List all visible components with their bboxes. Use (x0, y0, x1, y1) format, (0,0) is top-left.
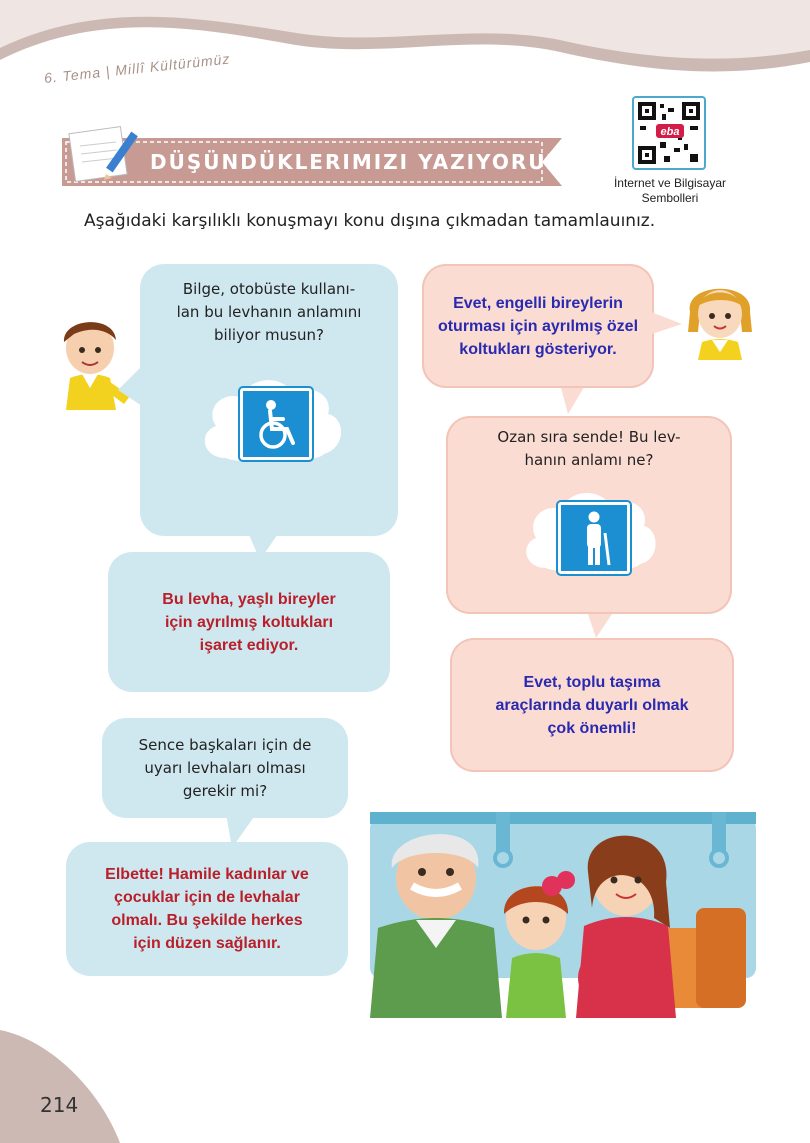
bottom-corner-decoration (0, 1030, 130, 1143)
speech-bubble-ozan-answer (108, 552, 390, 692)
bubble-text: Evet, engelli bireylerin oturması için ayrılmış özel koltukları gösteriyor. (437, 294, 639, 358)
bubble-text: Ozan sıra sende! Bu lev- hanın anlamı ne? (497, 428, 681, 469)
girl-character-illustration (682, 276, 758, 360)
bus-scene-illustration (356, 808, 756, 1018)
speech-bubble-bilge-reply (450, 638, 734, 772)
qr-caption: İnternet ve Bilgisayar Sembolleri (613, 176, 727, 205)
bubble-text: Bu levha, yaşlı bireyler için ayrılmış koltukları işaret ediyor. (162, 590, 336, 654)
elderly-person-sign-icon (558, 502, 630, 574)
speech-bubble-bilge-answer (422, 264, 654, 388)
section-title: DÜŞÜNDÜKLERIMIZI YAZIYORUZ (150, 150, 563, 174)
qr-code[interactable] (632, 96, 706, 170)
bubble-text: Sence başkaları için de uyarı levhaları olması gerekir mi? (138, 735, 312, 800)
bubble-tail (560, 384, 590, 414)
theme-label: 6. Tema | Millî Kültürümüz (43, 50, 232, 86)
speech-bubble-bilge-final (66, 842, 348, 976)
bubble-text: Evet, toplu taşıma araçlarında duyarlı olmak çok önemli! (495, 673, 689, 737)
bubble-text: Bilge, otobüste kullanı- lan bu levhanın anlamını biliyor musun? (176, 280, 362, 344)
page-number: 214 (40, 1093, 79, 1117)
bubble-text: Elbette! Hamile kadınlar ve çocuklar için de levhalar olmalı. Bu şekilde herkes için düzen sağlanır. (105, 866, 309, 952)
notepad-pencil-icon (66, 120, 146, 190)
speech-bubble-ozan-followup (102, 718, 348, 818)
wheelchair-sign-icon (240, 388, 312, 460)
instruction-text: Aşağıdaki karşılıklı konuşmayı konu dışına çıkmadan tamamlauınız. (84, 211, 656, 231)
svg-text:eba: eba (660, 126, 680, 138)
qr-pattern-icon (634, 98, 704, 168)
bubble-tail (646, 310, 682, 340)
